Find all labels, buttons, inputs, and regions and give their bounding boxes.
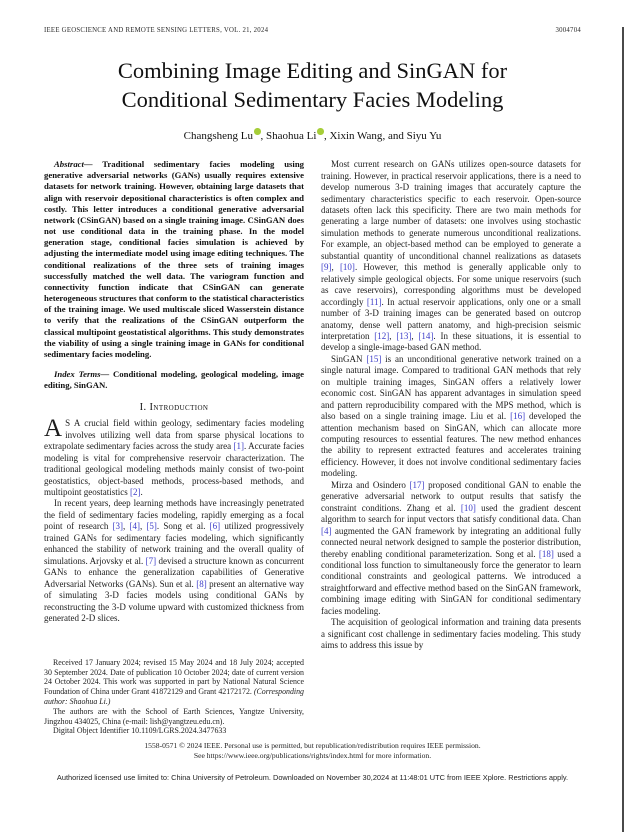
intro-paragraph-2: In recent years, deep learning methods have increasingly penetrated the field of sedimentary facies modeling, rapidly emerging as a focal point of research [3], [4], [5]. Song et al. [6] utilized progressively trained GANs for sedimentary facies modeling, which significantly enhanced the stability of network training and the overall quality of simulations. Arjovsky et al. [7] devised a structure known as concurrent GANs to enhance the generalization capabilities of Generative Adversarial Networks (GANs). Sun et al. [8] present an alternative way of simulating 3-D facies models using conditional GANs by reconstructing the 3-D volume upward with customized thickness from generated 2-D slices. xyxy=(44,498,304,623)
left-column xyxy=(44,159,304,736)
citation[interactable]: [10] xyxy=(460,502,476,513)
citation[interactable]: [6] xyxy=(209,521,221,532)
section-heading-introduction: I. Introduction xyxy=(139,402,209,414)
citation[interactable]: [9] xyxy=(321,262,332,273)
citation[interactable]: [7] xyxy=(145,555,157,566)
citation[interactable]: [4] xyxy=(321,525,332,536)
journal-name: IEEE GEOSCIENCE AND REMOTE SENSING LETTERS, VOL. 21, 2024 xyxy=(44,27,269,34)
citation[interactable]: [10] xyxy=(339,262,355,273)
right-paragraph-2: SinGAN [15] is an unconditional generative network trained on a single natural image. Compared to traditional GAN methods that rely on multiple training images, SinGAN offers a relatively lower economic cost. SinGAN has apparent advantages in simulation speed and pattern reproducibility compared with the MPS method, which is also based on a single training image. Liu et al. [16] developed the attention mechanism based on SinGAN, which can allocate more computing resources to essential features. The new method enhances the ability to represent extracted features and accelerates training efficiency. However, it does not involve conditional sedimentary facies modeling. xyxy=(321,353,581,479)
two-column-body xyxy=(44,159,581,736)
author-name: Xixin Wang xyxy=(329,130,383,143)
author-separator: , and xyxy=(382,130,407,143)
citation[interactable]: [5] xyxy=(146,521,157,532)
abstract-paragraph xyxy=(44,159,304,360)
paper-title-line2: Conditional Sedimentary Facies Modeling xyxy=(121,87,504,112)
citation[interactable]: [12] xyxy=(374,330,390,341)
footnote-history-text: Received 17 January 2024; revised 15 May 2024 and 18 July 2024; accepted 30 September 2024. Date of publication 10 October 2024; date of current version 24 October 2024. This work was supported in part by National Natural Science Foundation of China under Grant 41872129 and Grant 42172172. xyxy=(44,657,304,697)
running-head xyxy=(44,27,581,34)
citation[interactable]: [3] xyxy=(112,521,124,532)
abstract-text: Traditional sedimentary facies modeling using generative adversarial networks (GANs) usually requires extensive datasets for network training. However, obtaining large datasets that align with reservoir depositional characteristics is often complex and costly. This letter introduces a conditional generative adversarial network (CSinGAN) based on a single training image. CSinGAN does not use conditional data in the training phase. In the model generation stage, conditional facies simulation is achieved by adjusting the intermediate model using image editing techniques. The conditional realizations of the three sets of training images successfully matched the well data. The variogram function and connectivity function indicate that CSinGAN can generate heterogeneous structures that conform to the statistical characteristics of the training image. We used multiscale sliced Wasserstein distance to verify that the realizations of the CSinGAN outperform the classical multipoint geostatistical algorithms. This study demonstrates the viability of using a single training image in GANs for conditional sedimentary facies modeling. xyxy=(44,159,304,359)
abstract-label: Abstract— xyxy=(54,159,93,170)
first-page-footnote xyxy=(44,658,304,736)
index-terms-paragraph xyxy=(44,369,304,391)
citation[interactable]: [2] xyxy=(130,487,141,497)
license-stamp: Authorized licensed use limited to: China University of Petroleum. Downloaded on November 30,2024 at 11:48:01 UTC from IEEE Xplore. Restrictions apply. xyxy=(56,773,569,783)
citation[interactable]: [11] xyxy=(366,296,382,307)
author-name: Changsheng Lu xyxy=(183,130,254,143)
citation[interactable]: [13] xyxy=(396,330,412,341)
intro-paragraph-1-text: S A crucial field within geology, sedimentary facies modeling involves utilizing well data from sparse physical locations to extrapolate sedimentary facies across the study area [1]. Accurate facies modeling is vital for comprehensive reservoir characterization. The traditional geological modeling methods mainly consist of two-point geostatistics, object-based methods, process-based methods, and multipoint geostatistics [2]. xyxy=(44,418,304,497)
article-number: 3004704 xyxy=(555,27,581,34)
copyright-footer xyxy=(0,741,625,760)
right-paragraph-1: Most current research on GANs utilizes open-source datasets for training. However, in practical reservoir applications, there is a need to develop numerous 3-D training images that accurately capture the sedimentary characteristics specific to each reservoir. Open-source datasets often lack this specificity. There are two main methods for generating a large number of datasets: one involves using stochastic simulation methods to generate numerous unconditional realizations. For example, an object-based method can be employed to generate a substantial quantity of unconditional channel realizations as datasets [9], [10]. However, this method is generally applicable only to relatively simple geological objects. For some unique reservoirs (such as cave reservoirs), corresponding algorithms must be developed accordingly [11]. In actual reservoir applications, only one or a small number of 3-D training images can be generated based on outcrop anatomy, dense well pattern anatomy, and high-precision seismic interpretation [12], [13], [14]. In these situations, it is essential to develop a single-image-based GAN method. xyxy=(321,159,581,353)
footnote-history xyxy=(44,658,304,707)
right-paragraph-3: Mirza and Osindero [17] proposed conditional GAN to enable the generative adversarial network to output results that satisfy the constraint conditions. Zhang et al. [10] used the gradient descent algorithm to search for input vectors that satisfy conditional data. Chan [4] augmented the GAN framework by integrating an additional fully connected neural network designed to sample the posterior distribution, thereby enabling conditional parameterization. Song et al. [18] used a conditional loss function to simultaneously force the generator to learn conditional constraints and geological patterns. We introduced a straightforward and effective method based on the SinGAN framework, combining image editing with SinGAN for conditional sedimentary facies modeling. xyxy=(321,479,581,616)
drop-cap: A xyxy=(44,415,63,443)
author-name: Siyu Yu xyxy=(406,130,442,143)
citation[interactable]: [14] xyxy=(418,330,434,341)
author-separator: , xyxy=(260,130,267,143)
scan-edge-artifact xyxy=(622,27,624,832)
citation[interactable]: [4] xyxy=(129,521,140,532)
copyright-line1: 1558-0571 © 2024 IEEE. Personal use is permitted, but republication/redistribution requires IEEE permission. xyxy=(144,741,481,751)
citation[interactable]: [17] xyxy=(409,479,425,490)
author-separator: , xyxy=(323,130,330,143)
copyright-line2: See https://www.ieee.org/publications/rights/index.html for more information. xyxy=(193,750,432,760)
right-column xyxy=(321,159,581,736)
citation[interactable]: [8] xyxy=(196,578,207,589)
intro-paragraph-1 xyxy=(44,415,304,498)
citation[interactable]: [15] xyxy=(366,353,382,364)
paper-title xyxy=(0,56,625,114)
footnote-doi: Digital Object Identifier 10.1109/LGRS.2024.3477633 xyxy=(53,726,227,736)
author-name: Shaohua Li xyxy=(266,130,317,143)
citation[interactable]: [18] xyxy=(538,548,554,559)
index-terms-label: Index Terms— xyxy=(54,368,110,379)
corresponding-author-note: (Corresponding author: Shaohua Li.) xyxy=(44,687,304,706)
citation[interactable]: [16] xyxy=(510,411,526,422)
paper-title-line1: Combining Image Editing and SinGAN for xyxy=(117,58,508,83)
index-terms-text: Conditional modeling, geological modeling, image editing, SinGAN. xyxy=(44,368,304,391)
citation[interactable]: [1] xyxy=(233,441,245,452)
author-list xyxy=(0,128,625,142)
right-paragraph-4: The acquisition of geological information and training data presents a significant cost challenge in sedimentary facies modeling. This study aims to address this issue by xyxy=(321,617,581,651)
footnote-affiliation: The authors are with the School of Earth Sciences, Yangtze University, Jingzhou 434025, China (e-mail: lish@yangtzeu.edu.cn). xyxy=(44,706,304,726)
